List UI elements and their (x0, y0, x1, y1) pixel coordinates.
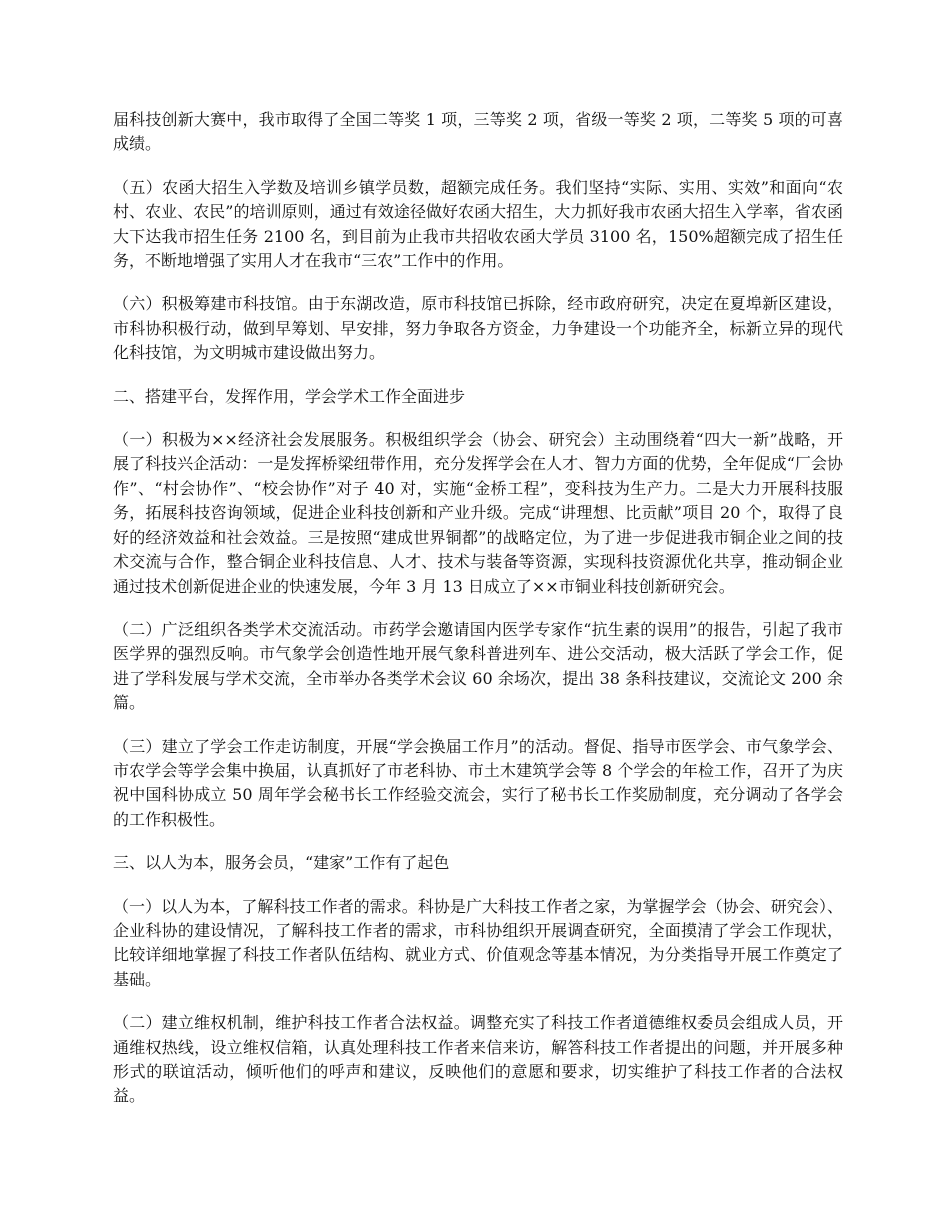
paragraph-section-six: （六）积极筹建市科技馆。由于东湖改造，原市科技馆已拆除，经市政府研究，决定在夏埠新区建设，市科协积极行动，做到早筹划、早安排，努力争取各方资金，力争建设一个功能齐全，标新立异的现代化科技馆，为文明城市建设做出努力。 (113, 294, 843, 363)
document-body (113, 108, 843, 1128)
paragraph-award-results: 届科技创新大赛中，我市取得了全国二等奖 1 项，三等奖 2 项，省级一等奖 2 项，二等奖 5 项的可喜成绩。 (113, 110, 843, 154)
paragraph-two-two: （二）广泛组织各类学术交流活动。市药学会邀请国内医学专家作“抗生素的误用”的报告，引起了我市医学界的强烈反响。市气象学会创造性地开展气象科普进列车、进公交活动，极大活跃了学会工作，促进了学科发展与学术交流，全市举办各类学术会议 60 余场次，提出 38 条科技建议，交流论文 200 余篇。 (113, 619, 843, 713)
section-heading-three: 三、以人为本，服务会员，“建家”工作有了起色 (113, 853, 450, 873)
paragraph-section-five: （五）农函大招生入学数及培训乡镇学员数，超额完成任务。我们坚持“实际、实用、实效”和面向“农村、农业、农民”的培训原则，通过有效途径做好农函大招生，大力抓好我市农函大招生入学率，省农函大下达我市招生任务 2100 名，到目前为止我市共招收农函大学员 3100 名，150%超额完成了招生任务，不断地增强了实用人才在我市“三农”工作中的作用。 (113, 177, 843, 271)
paragraph-three-two: （二）建立维权机制，维护科技工作者合法权益。调整充实了科技工作者道德维权委员会组成人员，开通维权热线，设立维权信箱，认真处理科技工作者来信来访，解答科技工作者提出的问题，并开展多种形式的联谊活动，倾听他们的呼声和建议，反映他们的意愿和要求，切实维护了科技工作者的合法权益。 (113, 1013, 843, 1106)
paragraph-two-one: （一）积极为××经济社会发展服务。积极组织学会（协会、研究会）主动围绕着“四大一新”战略，开展了科技兴企活动：一是发挥桥梁纽带作用，充分发挥学会在人才、智力方面的优势，全年促成“厂会协作”、“村会协作”、“校会协作”对子 40 对，实施“金桥工程”，变科技为生产力。二是大力开展科技服务，拓展科技咨询领域，促进企业科技创新和产业升级。完成“讲理想、比贡献”项目 20 个，取得了良好的经济效益和社会效益。三是按照“建成世界铜都”的战略定位，为了进一步促进我市铜企业之间的技术交流与合作，整合铜企业科技信息、人才、技术与装备等资源，实现科技资源优化共享，推动铜企业通过技术创新促进企业的快速发展，今年 3 月 13 日成立了××市铜业科技创新研究会。 (113, 430, 843, 596)
paragraph-three-one: （一）以人为本，了解科技工作者的需求。科协是广大科技工作者之家，为掌握学会（协会、研究会）、企业科协的建设情况，了解科技工作者的需求，市科协组织开展调查研究，全面摸清了学会工作现状，比较详细地掌握了科技工作者队伍结构、就业方式、价值观念等基本情况，为分类指导开展工作奠定了基础。 (113, 896, 843, 989)
section-heading-two: 二、搭建平台，发挥作用，学会学术工作全面进步 (113, 386, 466, 406)
paragraph-two-three: （三）建立了学会工作走访制度，开展“学会换届工作月”的活动。督促、指导市医学会、市气象学会、市农学会等学会集中换届，认真抓好了市老科协、市土木建筑学会等 8 个学会的年检工作，召开了为庆祝中国科协成立 50 周年学会秘书长工作经验交流会，实行了秘书长工作奖励制度，充分调动了各学会的工作积极性。 (113, 736, 843, 829)
